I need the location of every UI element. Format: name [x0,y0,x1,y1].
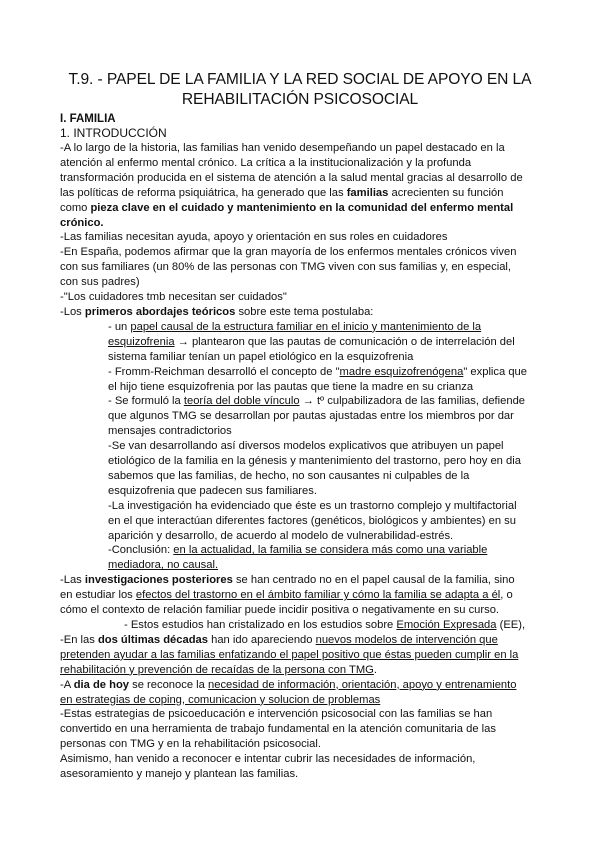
underlined-text: en la actualidad, la familia se considera más como una variable mediadora, no causal. [108,544,488,572]
section-heading: I. FAMILIA [60,113,116,125]
text: - un [108,320,131,333]
bold-text: pieza clave en el cuidado y mantenimiento en la comunidad del enfermo mental crónico. [60,201,514,229]
item-causal-role [60,320,530,365]
paragraph-today [60,678,530,708]
item-double-bind [60,394,530,439]
text: -A [60,678,74,691]
item-fromm-reichman [60,365,530,395]
text: se han centrado no en el papel causal de la familia, sino en estudiar los [60,574,515,602]
bold-text: dia de hoy [73,678,130,691]
text: -Conclusión: [108,544,174,557]
subsection-heading: 1. INTRODUCCIÓN [60,126,167,140]
underlined-text: nuevos modelos de intervención que pretenden ayudar a las familias enfatizando el papel positivo que éstas pueden cumplir en la rehabilitación y prevención de recaídas de la persona con TMG [60,633,519,676]
paragraph-needs-coverage: Asimismo, han venido a reconocer e intentar cubrir las necesidades de información, asesoramiento y manejo y plantean las familias. [60,753,476,781]
text: → tº culpabilizadora de las familias, defiende que algunos TMG se desarrollan por pautas ajustadas entre los miembros por dar mensajes contradictorios [108,395,526,438]
text: sobre este tema postulaba: [235,305,374,318]
paragraph-psychoeducation: -Estas estrategias de psicoeducación e intervención psicosocial con las familias se han convertido en una herramienta de trabajo fundamental en la atención comunitaria de las personas con TMG y en la rehabilitación psicosocial. [60,708,496,751]
text: han ido apareciendo [208,633,316,646]
bold-text: primeros abordajes teóricos [84,305,236,318]
text: , o cómo el contexto de relación familiar puede incidir positiva o negativamente en su curso. [60,589,513,617]
bold-text: dos últimas décadas [97,633,208,646]
paragraph-spain: -En España, podemos afirmar que la gran mayoría de los enfermos mentales crónicos viven con sus familiares (un 80% de las personas con TMG viven con sus familias y, en especial, con sus padres) [60,246,517,289]
underlined-text: necesidad de información, orientación, apoyo y entrenamiento en estrategias de coping, comunicacion y solucion de problemas [60,678,517,706]
underlined-text: teoría del doble vínculo [183,395,300,408]
text: - Estos estudios han cristalizado en los estudios sobre [124,619,397,631]
text: -Los [60,305,85,318]
item-expressed-emotion [60,618,530,633]
underlined-text: efectos del trastorno en el ámbito familiar y cómo la familia se adapta a él [135,589,501,602]
underlined-text: papel causal de la estructura familiar en el inicio y mantenimiento de la esquizofrenia [108,320,482,348]
paragraph-history [60,141,530,230]
text: se reconoce la [129,678,208,691]
text: " explica que el hijo tiene esquizofrenia por las pautas que tiene la madre en su crianza [108,365,528,393]
text: - Se formuló la [108,395,184,408]
document-title: T.9. - PAPEL DE LA FAMILIA Y LA RED SOCIAL DE APOYO EN LA REHABILITACIÓN PSICOSOCIAL [68,71,532,108]
item-research: -La investigación ha evidenciado que éste es un trastorno complejo y multifactorial en el que interactúan diferentes factores (genéticos, biológicos y ambientes) en su aparición y desarrollo, de acuerdo al modelo de vulnerabilidad-estrés. [108,499,517,542]
item-explanatory-models: -Se van desarrollando así diversos modelos explicativos que atribuyen un papel etiológico de la familia en la génesis y mantenimiento del trastorno, pero hoy en dia sabemos que las familias, de hecho, no son causantes ni culpables de la esquizofrenia que padecen sus familiares. [108,440,521,497]
underlined-text: Emoción Expresada [396,619,497,631]
bold-text: familias [346,186,389,199]
text: -A lo largo de la historia, las familias han venido desempeñando un papel destacado en la atención al enfermo mental crónico. La crítica a la institucionalización y la profunda transformación producida en el sistema de atención a la salud mental gracias al desarrollo de las políticas de reforma psiquiátrica, ha generado que las [60,142,523,199]
paragraph-last-decades [60,633,530,678]
paragraph-caregivers: -"Los cuidadores tmb necesitan ser cuidados" [60,291,287,304]
paragraph-needs: -Las familias necesitan ayuda, apoyo y orientación en sus roles en cuidadores [60,231,448,244]
underlined-text: madre esquizofrenógena [339,365,464,378]
paragraph-later-research [60,573,530,618]
text: → plantearon que las pautas de comunicación o de interrelación del sistema familiar tenían un papel etiológico en la esquizofrenia [108,335,515,363]
document-body [60,112,530,782]
item-conclusion [60,543,530,573]
text: - Fromm-Reichman desarrolló el concepto de " [108,365,340,378]
paragraph-first-approaches [60,305,530,320]
text: -En las [60,633,98,646]
text: acrecienten su función como [60,186,504,214]
text: (EE), [496,619,526,631]
text: . [373,663,377,676]
text: -Las [60,574,85,587]
bold-text: investigaciones posteriores [84,574,233,587]
